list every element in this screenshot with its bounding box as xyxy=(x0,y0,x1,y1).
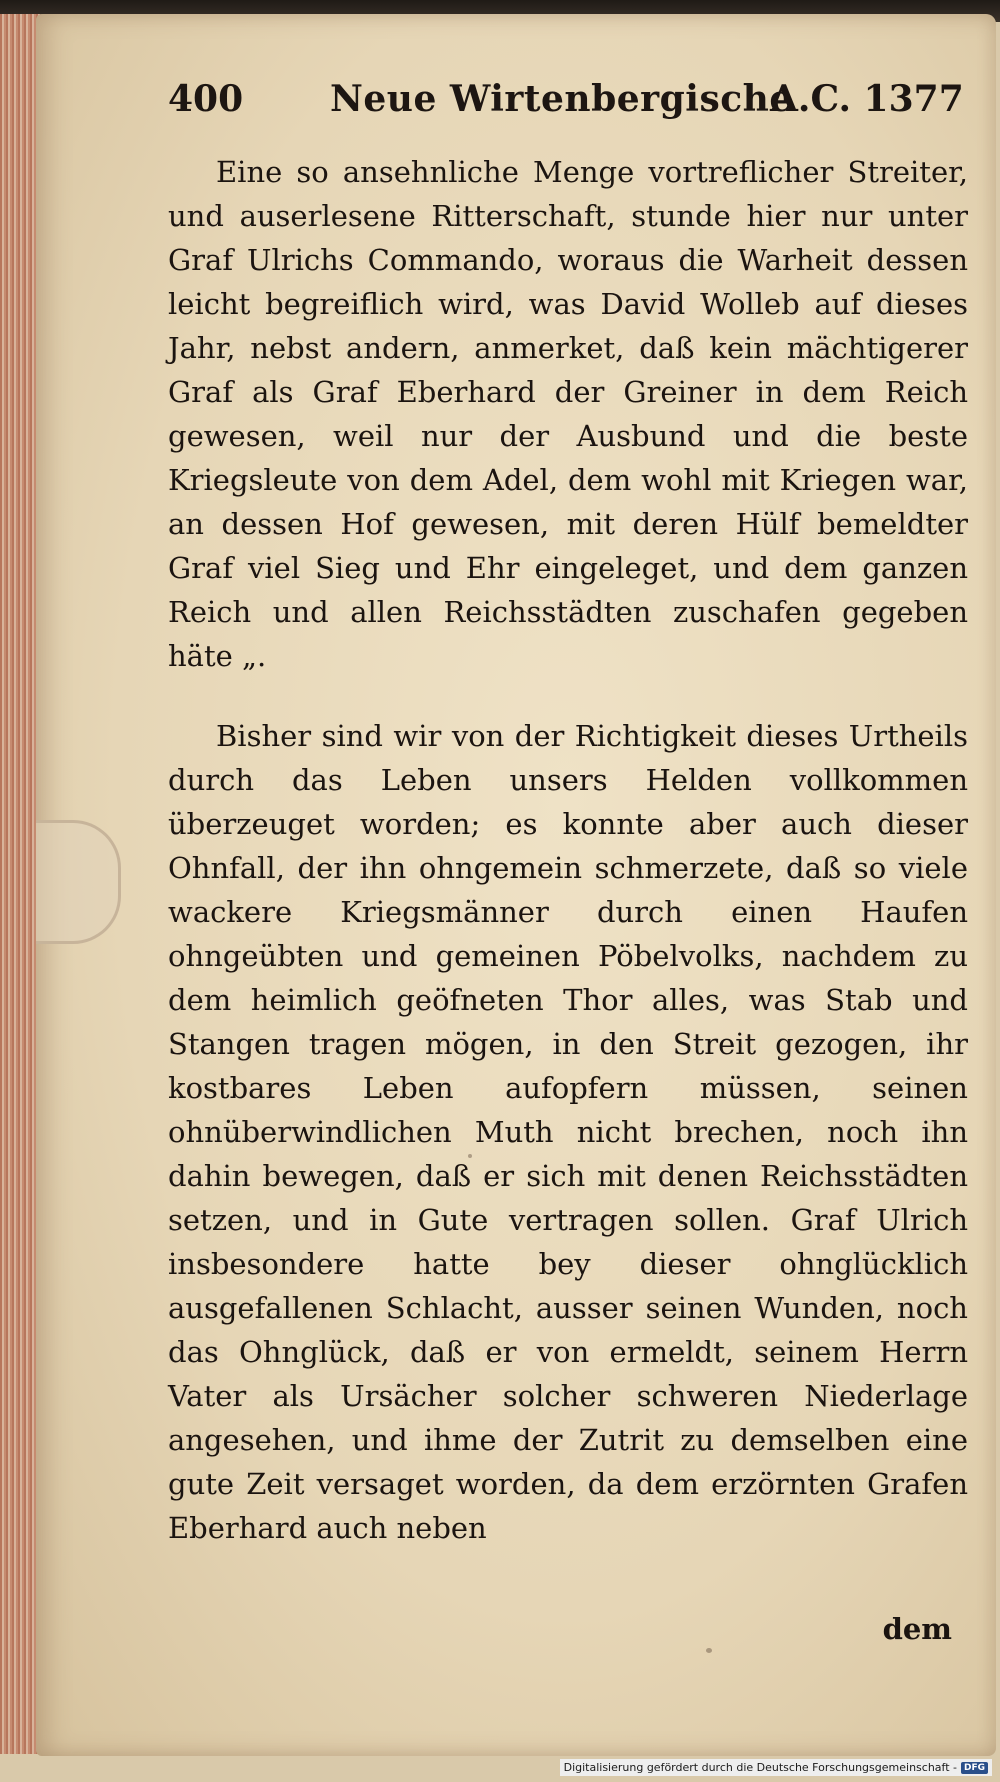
page-header xyxy=(168,78,968,128)
dfg-logo-icon: DFG xyxy=(961,1762,988,1774)
paragraph-2: Bisher sind wir von der Richtigkeit dieses Urtheils durch das Leben unsers Helden vollkommen überzeuget worden; es konnte aber auch dieser Ohnfall, der ihn ohngemein schmerzete, daß so viele wackere Kriegsmänner durch einen Haufen ohngeübten und gemeinen Pöbelvolks, nachdem zu dem heimlich geöfneten Thor alles, was Stab und Stangen tragen mögen, in den Streit gezogen, ihr kostbares Leben aufopfern müssen, seinen ohnüberwindlichen Muth nicht brechen, noch ihn dahin bewegen, daß er sich mit denen Reichsstädten setzen, und in Gute vertragen sollen. Graf Ulrich insbesondere hatte bey dieser ohnglücklich ausgefallenen Schlacht, ausser seinen Wunden, noch das Ohnglück, daß er von ermeldt, seinem Herrn Vater als Ursächer solcher schweren Niederlage angesehen, und ihme der Zutrit zu demselben eine gute Zeit versaget worden, da dem erzörnten Grafen Eberhard auch neben xyxy=(168,719,968,1545)
year-label: A.C. 1377 xyxy=(770,78,964,120)
body-text xyxy=(168,150,968,1550)
credit-text: Digitalisierung gefördert durch die Deutsche Forschungsgemeinschaft - xyxy=(563,1761,957,1774)
digitization-credit xyxy=(560,1759,992,1776)
page-stack-edge xyxy=(0,14,41,1754)
ink-spot xyxy=(706,1648,712,1653)
running-title: Neue Wirtenbergische xyxy=(330,78,793,120)
catchword: dem xyxy=(882,1612,952,1646)
bookmark-ribbon-icon xyxy=(36,820,121,944)
page-number: 400 xyxy=(168,78,244,120)
paragraph-1: Eine so ansehnliche Menge vortreflicher Streiter, und auserlesene Ritterschaft, stunde hier nur unter Graf Ulrichs Commando, woraus die Warheit dessen leicht begreiflich wird, was David Wolleb auf dieses Jahr, nebst andern, anmerket, daß kein mächtigerer Graf als Graf Eberhard der Greiner in dem Reich gewesen, weil nur der Ausbund und die beste Kriegsleute von dem Adel, dem wohl mit Kriegen war, an dessen Hof gewesen, mit deren Hülf bemeldter Graf viel Sieg und Ehr eingeleget, und dem ganzen Reich und allen Reichsstädten zuschafen gegeben häte „. xyxy=(168,155,968,673)
